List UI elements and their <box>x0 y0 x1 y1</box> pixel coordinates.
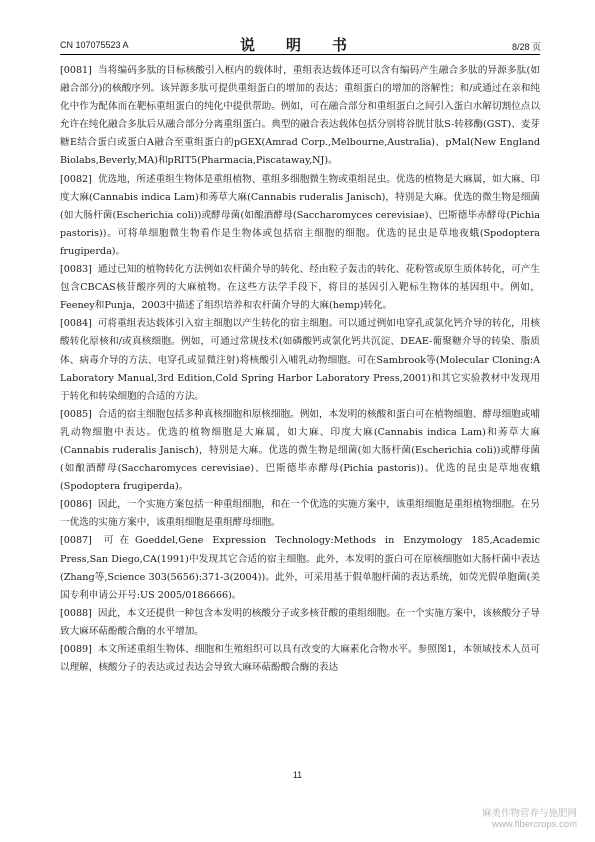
paragraph-number: [0085] <box>60 408 92 420</box>
page-number: 11 <box>292 770 303 780</box>
site-watermark <box>482 808 577 830</box>
paragraph-text: 因此，本文还提供一种包含本发明的核酸分子或多核苷酸的重组细胞。在一个实施方案中，该核酸分子导致大麻环萜酚酸合酶的水平增加。 <box>60 607 540 637</box>
description-body <box>60 62 540 677</box>
paragraph-text: 可将重组表达载体引入宿主细胞以产生转化的宿主细胞。可以通过例如电穿孔或氯化钙介导的转化，用核酸转化原核和/或真核细胞。例如，可通过常规技术(如磷酸钙或氯化钙共沉淀、DEAE-葡聚糖介导的转染、脂质体、病毒介导的方法、电穿孔或显微注射)将核酸引入哺乳动物细胞。可在Sambrook等(Molecular Cloning:A Laboratory Manual,3rd Edition,Cold Spring Harbor Laboratory Press,2001)和其它实验教材中发现用于转化和转染细胞的合适的方法。 <box>60 318 540 402</box>
paragraph-number: [0081] <box>60 65 92 76</box>
paragraph-0084 <box>60 315 540 405</box>
watermark-line-1: 麻类作物营养与施肥网 <box>481 808 577 819</box>
document-title: 说 明 书 <box>239 36 355 54</box>
paragraph-0088 <box>60 605 540 641</box>
paragraph-number: [0082] <box>60 173 92 185</box>
watermark-line-2: www.fibercrops.com <box>492 819 577 830</box>
paragraph-number: [0083] <box>60 264 92 276</box>
paragraph-0082 <box>60 171 540 261</box>
paragraph-0081 <box>60 62 540 171</box>
paragraph-0089 <box>60 641 540 677</box>
paragraph-text: 因此，一个实施方案包括一种重组细胞，和在一个优选的实施方案中，该重组细胞是重组植物细胞。在另一优选的实施方案中，该重组细胞是重组酵母细胞。 <box>60 499 540 529</box>
paragraph-number: [0087] <box>60 535 92 547</box>
page-header <box>0 0 595 60</box>
paragraph-text: 通过已知的植物转化方法例如农杆菌介导的转化、经由粒子轰击的转化、花粉管或原生质体转化，可产生包含CBCAS核苷酸序列的大麻植物。在这些方法学手段下，将目的基因引入靶标生物体的基因组中。例如，Feeney和Punja，2003中描述了组织培养和农杆菌介导的大麻(hemp)转化。 <box>60 264 540 312</box>
paragraph-text: 本文所述重组生物体、细胞和生殖组织可以具有改变的大麻素化合物水平。参照图1，本领域技术人员可以理解，核酸分子的表达或过表达会导致大麻环萜酚酸合酶的表达 <box>60 644 540 674</box>
paragraph-text: 优选地，所述重组生物体是重组植物、重组多细胞微生物或重组昆虫。优选的植物是大麻属，如大麻、印度大麻(Cannabis indica Lam)和莠草大麻(Cannabis ruderalis Janisch)，特别是大麻。优选的微生物是细菌(如大肠杆菌(Escherichia coli))或酵母菌(如酿酒酵母(Saccharomyces cerevisiae)、巴斯德毕赤酵母(Pichia pastoris))。可将单细胞微生物看作是生物体或包括宿主细胞的细胞。优选的昆虫是草地夜蛾(Spodoptera frugiperda)。 <box>60 173 540 257</box>
paragraph-number: [0088] <box>60 607 92 619</box>
patent-number: CN 107075523 A <box>60 40 129 50</box>
paragraph-0085 <box>60 406 540 496</box>
paragraph-0087 <box>60 532 540 604</box>
paragraph-number: [0089] <box>60 644 92 655</box>
paragraph-text: 合适的宿主细胞包括多种真核细胞和原核细胞。例如，本发明的核酸和蛋白可在植物细胞、酵母细胞或哺乳动物细胞中表达。优选的植物细胞是大麻属，如大麻、印度大麻(Cannabis indica Lam)和莠草大麻(Cannabis ruderalis Janisch)，特别是大麻。优选的微生物是细菌(如大肠杆菌(Escherichia coli))或酵母菌(如酿酒酵母(Saccharomyces cerevisiae)、巴斯德毕赤酵母(Pichia pastoris))。优选的昆虫是草地夜蛾(Spodoptera frugiperda)。 <box>60 408 540 493</box>
paragraph-0086 <box>60 496 540 532</box>
page-indicator: 8/28 页 <box>511 42 541 52</box>
paragraph-number: [0086] <box>60 499 92 511</box>
paragraph-text: 当将编码多肽的目标核酸引入框内的载体时，重组表达载体还可以含有编码产生融合多肽的异源多肽(如融合部分)的核酸序列。该异源多肽可提供重组蛋白的增加的表达；重组蛋白的增加的溶解性；和/或通过在亲和纯化中作为配体而在靶标重组蛋白的纯化中提供帮助。例如，可在融合部分和重组蛋白之间引入蛋白水解切割位点以允许在纯化融合多肽后从融合部分分离重组蛋白。典型的融合表达载体包括分别将谷胱甘肽S-转移酶(GST)、麦芽糖E结合蛋白或蛋白A融合至重组蛋白的pGEX(Amrad Corp.,Melbourne,Australia)、pMal(New England Biolabs,Beverly,MA)和pRIT5(Pharmacia,Piscataway,NJ)。 <box>60 65 540 167</box>
paragraph-number: [0084] <box>60 318 92 330</box>
header-divider <box>60 54 540 55</box>
paragraph-text: 可在Goeddel,Gene Expression Technology:Methods in Enzymology 185,Academic Press,San Diego,CA(1991)中发现其它合适的宿主细胞。此外，本发明的蛋白可在原核细胞如大肠杆菌中表达(Zhang等,Science 303(5656):371-3(2004))。此外，可采用基于假单胞杆菌的表达系统，如荧光假单胞菌(美国专利申请公开号:US 2005/0186666)。 <box>60 535 540 601</box>
paragraph-0083 <box>60 261 540 315</box>
